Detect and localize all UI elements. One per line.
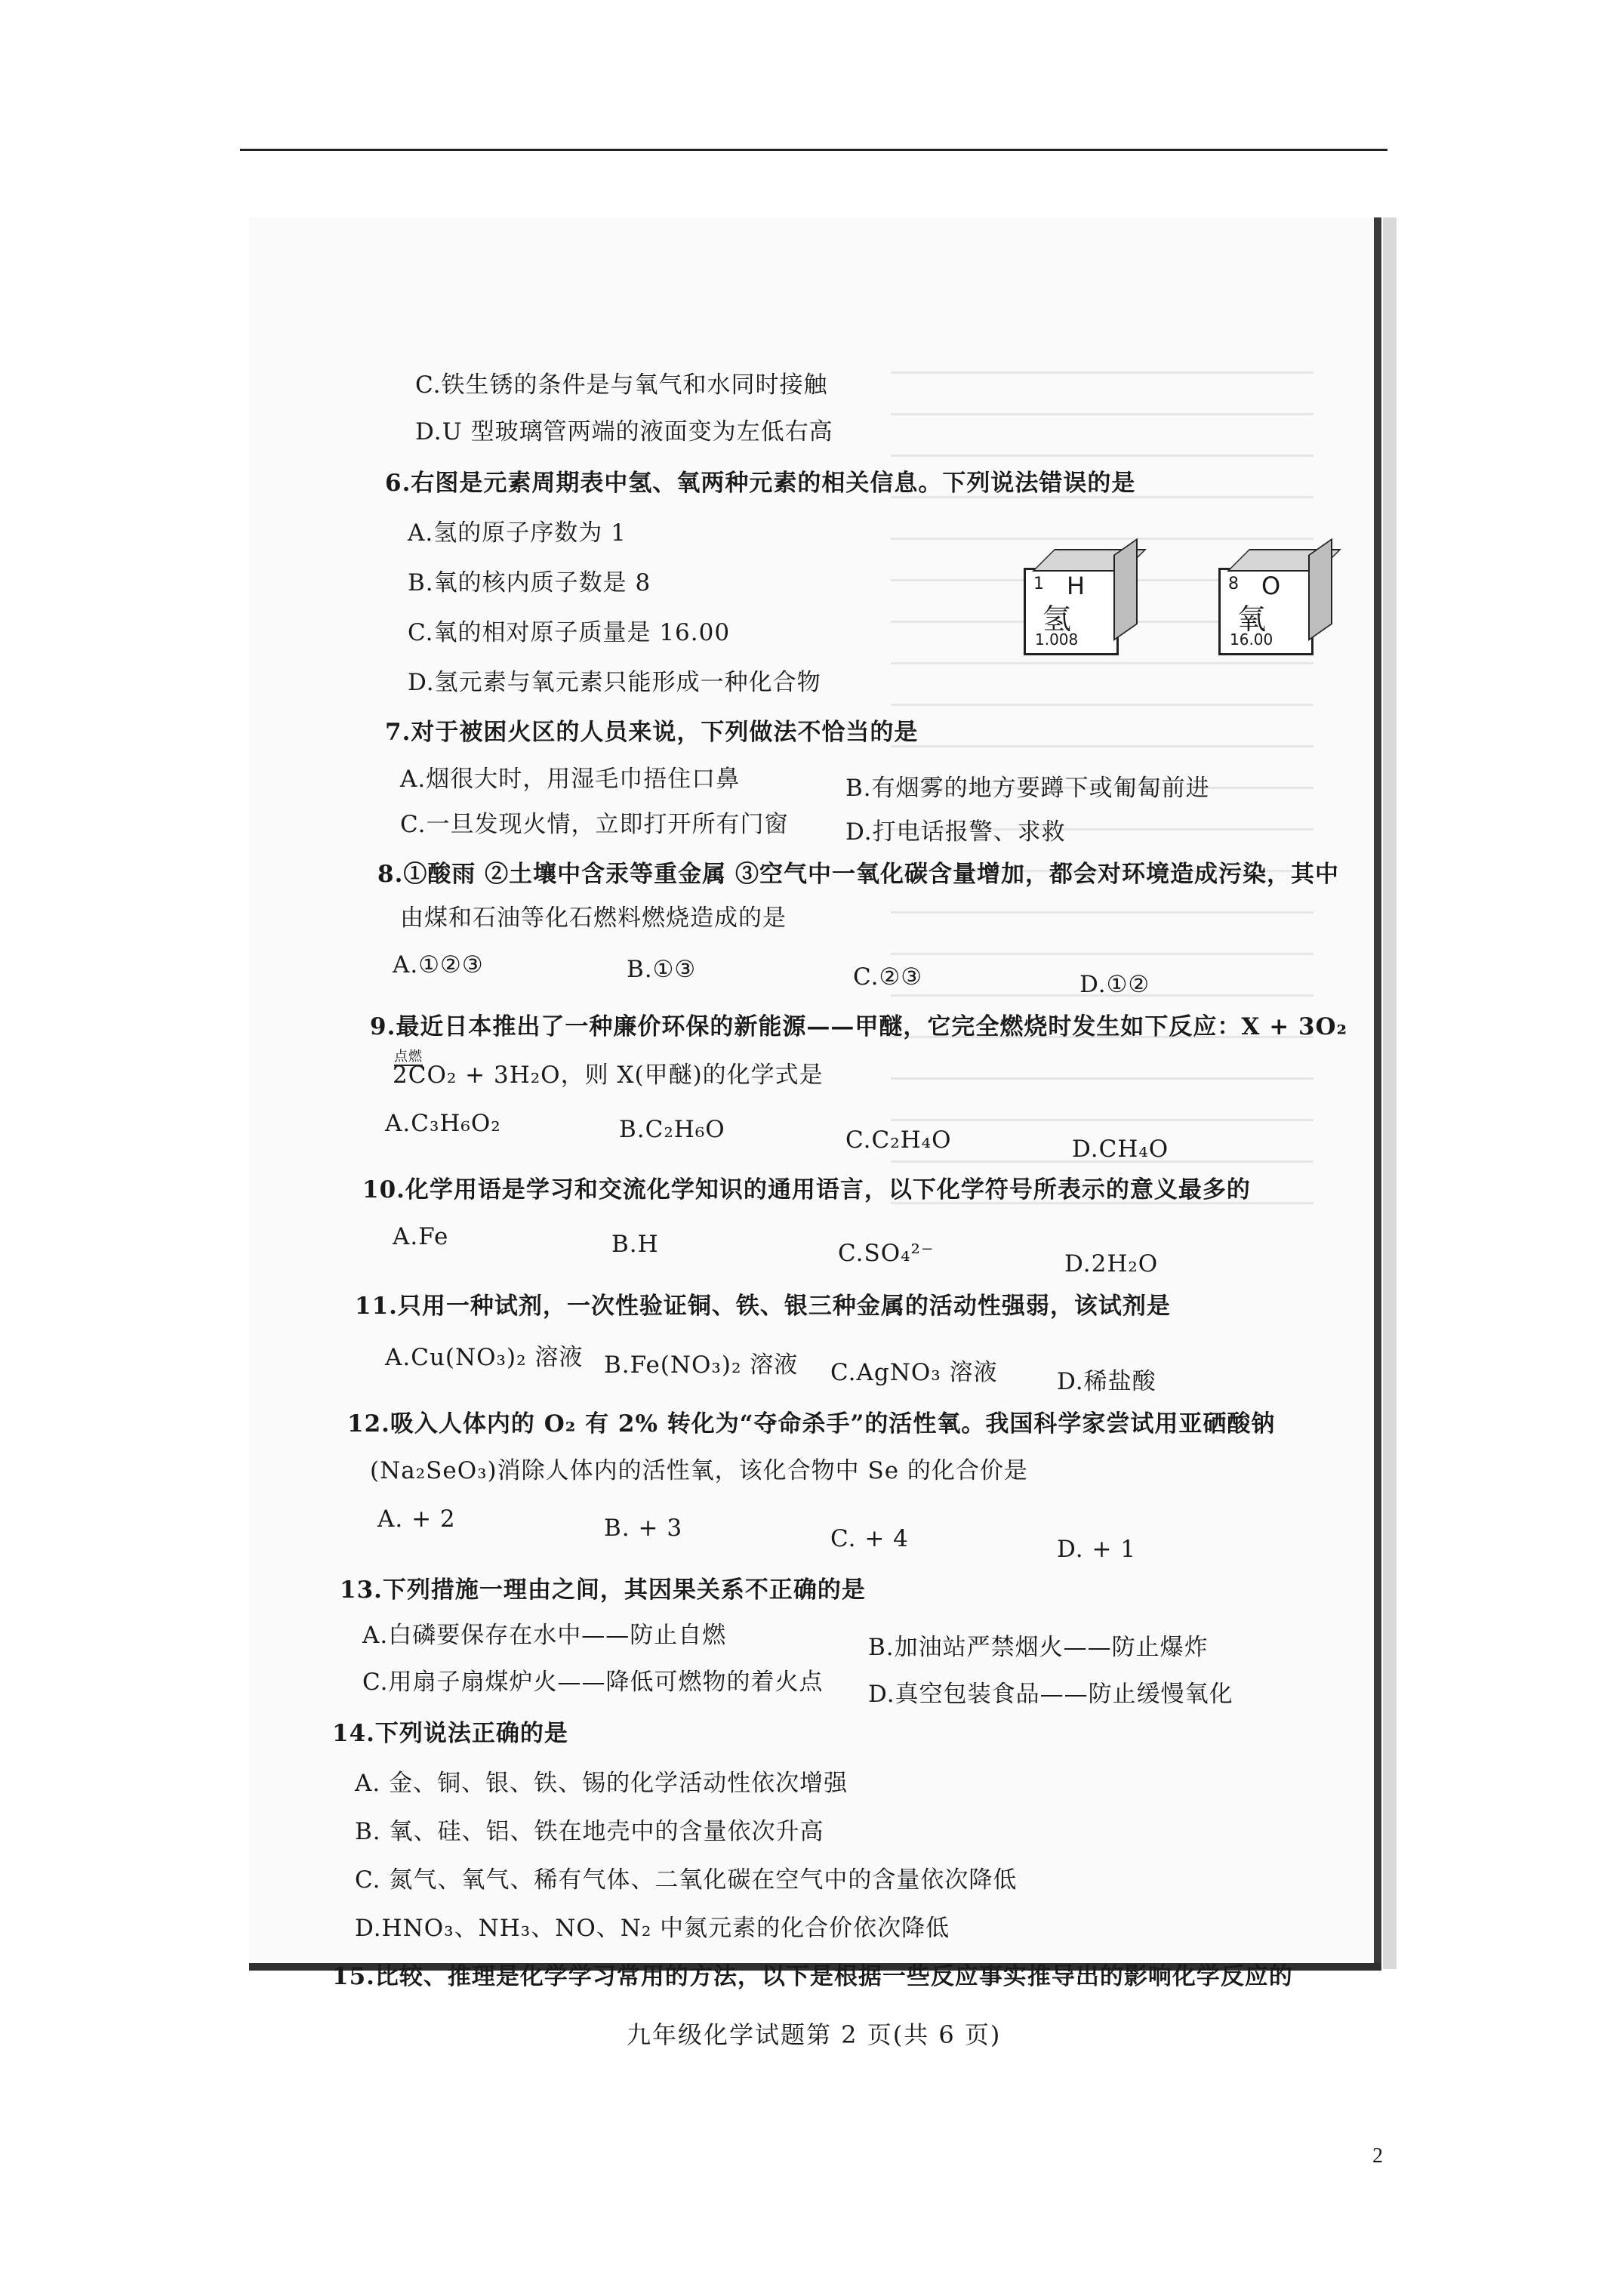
q10-option-c: C.SO₄²⁻: [838, 1240, 935, 1267]
question-9-continued: 2CO₂ + 3H₂O，则 X(甲醚)的化学式是: [393, 1062, 824, 1089]
q8-option-d: D.①②: [1079, 971, 1150, 998]
element-symbol: H: [1067, 572, 1086, 600]
element-card-hydrogen: [1024, 568, 1119, 655]
element-card-oxygen: [1218, 568, 1313, 655]
question-12-continued: (Na₂SeO₃)消除人体内的活性氧，该化合物中 Se 的化合价是: [370, 1457, 1028, 1484]
q6-option-d: D.氢元素与氧元素只能形成一种化合物: [408, 669, 821, 696]
q13-option-a: A.白磷要保存在水中——防止自燃: [362, 1622, 727, 1649]
q9-option-c: C.C₂H₄O: [845, 1126, 952, 1154]
q8-option-a: A.①②③: [393, 951, 484, 978]
q12-option-b: B. + 3: [604, 1515, 683, 1542]
q10-option-a: A.Fe: [393, 1223, 449, 1250]
question-10: 10.化学用语是学习和交流化学知识的通用语言，以下化学符号所表示的意义最多的: [362, 1176, 1251, 1203]
question-content: [332, 370, 1359, 1894]
q14-option-a: A. 金、铜、银、铁、锡的化学活动性依次增强: [355, 1770, 848, 1797]
page-number: 2: [1372, 2144, 1383, 2168]
q9-option-a: A.C₃H₆O₂: [385, 1110, 501, 1137]
scan-right-edge: [1374, 217, 1381, 1969]
question-7: 7.对于被困火区的人员来说，下列做法不恰当的是: [385, 719, 919, 746]
q7-option-b: B.有烟雾的地方要蹲下或匍匐前进: [845, 775, 1210, 802]
q14-option-c: C. 氮气、氧气、稀有气体、二氧化碳在空气中的含量依次降低: [355, 1866, 1018, 1894]
q11-option-b: B.Fe(NO₃)₂ 溶液: [604, 1351, 799, 1379]
q7-option-a: A.烟很大时，用湿毛巾捂住口鼻: [400, 766, 741, 793]
question-11: 11.只用一种试剂，一次性验证铜、铁、银三种金属的活动性强弱，该试剂是: [355, 1293, 1171, 1320]
q14-option-d: D.HNO₃、NH₃、NO、N₂ 中氮元素的化合价依次降低: [355, 1915, 950, 1942]
scan-right-strip: [1383, 217, 1397, 1969]
q9-option-b: B.C₂H₆O: [619, 1116, 725, 1143]
atomic-number: 1: [1033, 575, 1044, 593]
question-9: 9.最近日本推出了一种廉价环保的新能源——甲醚，它完全燃烧时发生如下反应：X + 3O₂: [370, 1013, 1348, 1040]
element-symbol: O: [1261, 572, 1281, 600]
q13-option-d: D.真空包装食品——防止缓慢氧化: [868, 1681, 1233, 1708]
question-13: 13.下列措施一理由之间，其因果关系不正确的是: [340, 1576, 866, 1604]
q9-option-d: D.CH₄O: [1072, 1136, 1169, 1163]
question-8: 8.①酸雨 ②土壤中含汞等重金属 ③空气中一氧化碳含量增加，都会对环境造成污染，其中: [377, 861, 1339, 888]
page-footer: 九年级化学试题第 2 页(共 6 页): [627, 2020, 1002, 2049]
question-8-continued: 由煤和石油等化石燃料燃烧造成的是: [400, 905, 787, 932]
q12-option-c: C. + 4: [830, 1525, 909, 1552]
q13-option-c: C.用扇子扇煤炉火——降低可燃物的着火点: [362, 1669, 824, 1696]
atomic-number: 8: [1228, 575, 1239, 593]
q12-option-d: D. + 1: [1057, 1536, 1137, 1563]
q9-reaction-condition: 点燃: [394, 1049, 423, 1065]
q8-option-c: C.②③: [853, 963, 923, 991]
q6-option-a: A.氢的原子序数为 1: [408, 519, 627, 547]
q14-option-b: B. 氧、硅、铝、铁在地壳中的含量依次升高: [355, 1818, 824, 1845]
q11-option-c: C.AgNO₃ 溶液: [830, 1359, 998, 1386]
q11-option-d: D.稀盐酸: [1057, 1368, 1156, 1395]
q5-option-d: D.U 型玻璃管两端的液面变为左低右高: [415, 418, 833, 445]
q7-option-d: D.打电话报警、求救: [845, 818, 1066, 846]
q7-option-c: C.一旦发现火情，立即打开所有门窗: [400, 811, 789, 838]
q10-option-d: D.2H₂O: [1064, 1250, 1159, 1277]
atomic-mass: 1.008: [1035, 630, 1079, 649]
q10-option-b: B.H: [611, 1231, 659, 1258]
q11-option-a: A.Cu(NO₃)₂ 溶液: [385, 1344, 584, 1371]
q5-option-c: C.铁生锈的条件是与氧气和水同时接触: [415, 371, 828, 399]
q8-option-b: B.①③: [627, 956, 697, 983]
question-6: 6.右图是元素周期表中氢、氧两种元素的相关信息。下列说法错误的是: [385, 470, 1136, 497]
q6-option-b: B.氧的核内质子数是 8: [408, 569, 651, 596]
question-15: 15.比较、推理是化学学习常用的方法，以下是根据一些反应事实推导出的影响化学反应的: [332, 1963, 1293, 1990]
q6-option-c: C.氧的相对原子质量是 16.00: [408, 619, 731, 646]
top-rule: [240, 149, 1387, 151]
element-name: 氧: [1237, 603, 1267, 636]
q13-option-b: B.加油站严禁烟火——防止爆炸: [868, 1634, 1209, 1661]
atomic-mass: 16.00: [1230, 630, 1273, 649]
question-14: 14.下列说法正确的是: [332, 1720, 568, 1747]
question-12: 12.吸入人体内的 O₂ 有 2% 转化为“夺命杀手”的活性氧。我国科学家尝试用亚硒酸钠: [347, 1410, 1276, 1438]
q12-option-a: A. + 2: [377, 1505, 456, 1533]
element-name: 氢: [1042, 603, 1072, 636]
